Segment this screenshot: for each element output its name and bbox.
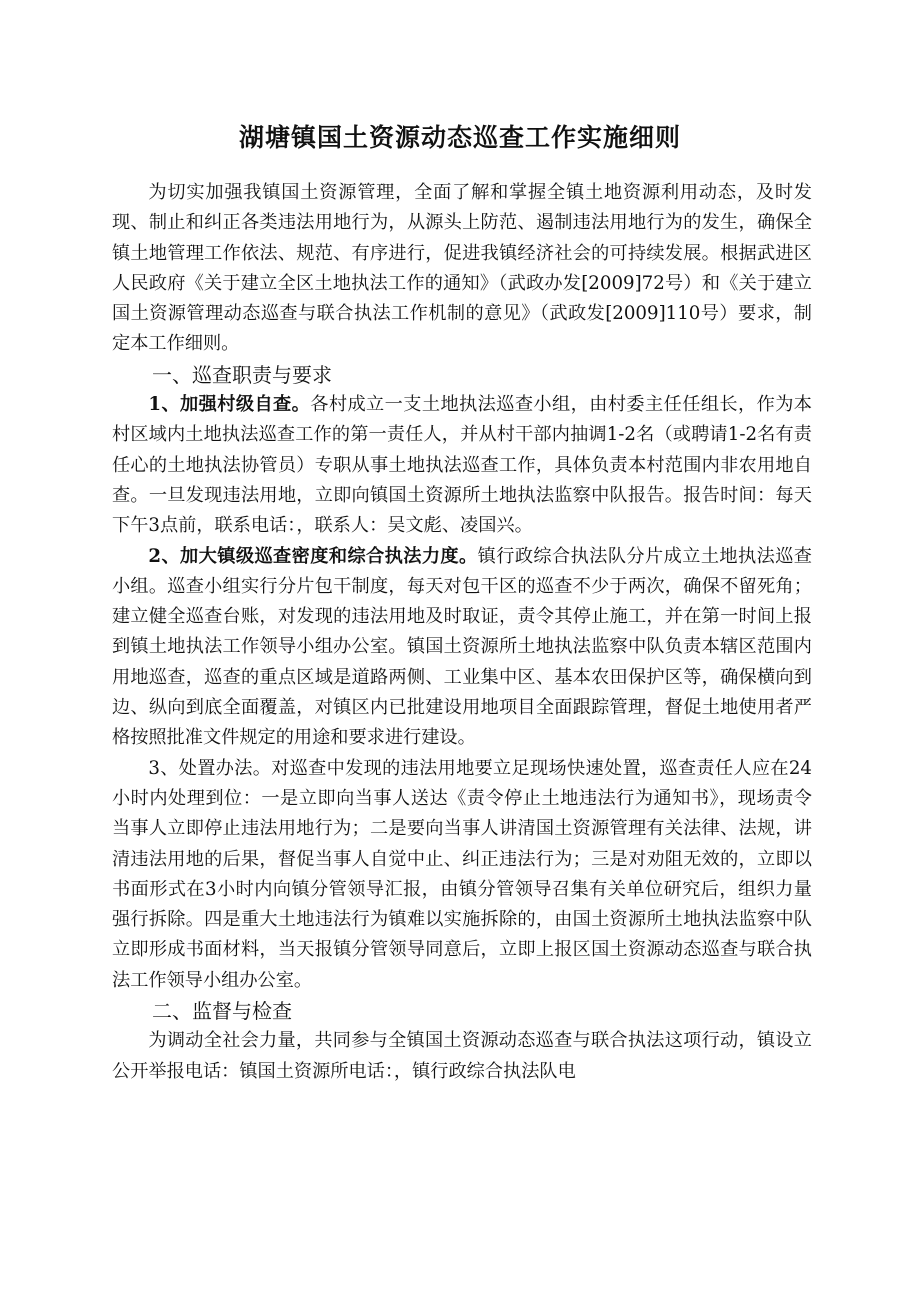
item-2-lead: 2、加大镇级巡查密度和综合执法力度。 [148, 545, 478, 567]
section-2-paragraph: 为调动全社会力量，共同参与全镇国土资源动态巡查与联合执法这项行动，镇设立公开举报电话：镇国土资源所电话：，镇行政综合执法队电 [112, 1030, 812, 1082]
item-3-paragraph [112, 754, 812, 996]
section-1-heading: 一、巡查职责与要求 [152, 362, 332, 387]
document-body [112, 178, 812, 1087]
item-1-body: 各村成立一支土地执法巡查小组，由村委主任任组长，作为本村区域内土地执法巡查工作的第一责任人，并从村干部内抽调1-2名（或聘请1-2名有责任心的土地执法协管员）专职从事土地执法巡查工作，具体负责本村范围内非农用地自查。一旦发现违法用地，立即向镇国土资源所土地执法监察中队报告。报告时间：每天下午3点前，联系电话：，联系人：吴文彪、凌国兴。 [112, 394, 812, 537]
item-2-body: 镇行政综合执法队分片成立土地执法巡查小组。巡查小组实行分片包干制度，每天对包干区的巡查不少于两次，确保不留死角；建立健全巡查台账，对发现的违法用地及时取证，责令其停止施工，并在第一时间上报到镇土地执法工作领导小组办公室。镇国土资源所土地执法监察中队负责本辖区范围内用地巡查，巡查的重点区域是道路两侧、工业集中区、基本农田保护区等，确保横向到边、纵向到底全面覆盖，对镇区内已批建设用地项目全面跟踪管理，督促土地使用者严格按照批准文件规定的用途和要求进行建设。 [112, 545, 812, 749]
item-1-lead: 1、加强村级自查。 [148, 394, 311, 416]
document-title: 湖塘镇国土资源动态巡查工作实施细则 [238, 123, 681, 152]
item-1-paragraph [112, 390, 812, 541]
item-2-paragraph [112, 542, 812, 754]
item-3-lead: 3、处置办法。 [148, 757, 272, 779]
intro-paragraph: 为切实加强我镇国土资源管理，全面了解和掌握全镇土地资源利用动态，及时发现、制止和纠正各类违法用地行为，从源头上防范、遏制违法用地行为的发生，确保全镇土地管理工作依法、规范、有序进行，促进我镇经济社会的可持续发展。根据武进区人民政府《关于建立全区土地执法工作的通知》（武政办发[2009]72号）和《关于建立国土资源管理动态巡查与联合执法工作机制的意见》（武政发[2009]110号）要求，制定本工作细则。 [112, 182, 812, 355]
item-3-body: 对巡查中发现的违法用地要立足现场快速处置，巡查责任人应在24小时内处理到位：一是立即向当事人送达《责令停止土地违法行为通知书》，现场责令当事人立即停止违法用地行为；二是要向当事人讲清国土资源管理有关法律、法规，讲清违法用地的后果，督促当事人自觉中止、纠正违法行为；三是对劝阻无效的，立即以书面形式在3小时内向镇分管领导汇报，由镇分管领导召集有关单位研究后，组织力量强行拆除。四是重大土地违法行为镇难以实施拆除的，由国土资源所土地执法监察中队立即形成书面材料，当天报镇分管领导同意后，立即上报区国土资源动态巡查与联合执法工作领导小组办公室。 [112, 757, 812, 991]
section-2-heading: 二、监督与检查 [152, 999, 292, 1024]
